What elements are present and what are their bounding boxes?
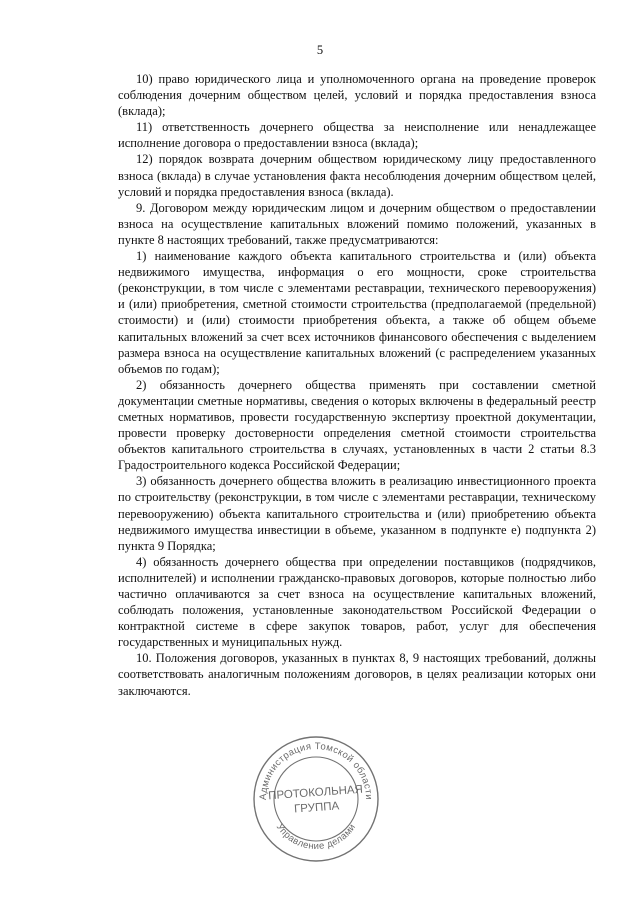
paragraph-sub-3: 3) обязанность дочернего общества вложить в реализацию инвестиционного проекта по строительству (реконструкции, в том числе с элементами реставрации, техническому перевооружению) объекта капитального строительства и (или) приобретению объекта недвижимого имущества инвестиции в объеме, указанном в подпункте е) подпункта 2) пункта 9 Порядка; xyxy=(118,474,596,553)
paragraph-clause-9: 9. Договором между юридическим лицом и дочерним обществом о предоставлении взноса на осуществление капитальных вложений помимо положений, указанных в пункте 8 настоящих требований, также предусматриваются: xyxy=(118,200,596,247)
stamp-center-line-2: ГРУППА xyxy=(293,800,340,816)
page-number: 5 xyxy=(316,43,324,57)
svg-text:Управление делами xyxy=(274,822,358,852)
stamp-center-line-1: ПРОТОКОЛЬНАЯ xyxy=(267,783,364,803)
paragraph-item-10: 10) право юридического лица и уполномоченного органа на проведение проверок соблюдения дочерним обществом целей, условий и порядка предоставления взноса (вклада); xyxy=(118,72,596,119)
paragraph-clause-10: 10. Положения договоров, указанных в пунктах 8, 9 настоящих требований, должны соответствовать аналогичным положениям договоров, в целях реализации которых они заключаются. xyxy=(118,651,596,698)
stamp-outer-text: Администрация Томской области xyxy=(257,740,375,801)
paragraph-item-12: 12) порядок возврата дочерним обществом юридическому лицу предоставленного взноса (вклада) в случае установления факта несоблюдения дочерним обществом целей, условий и порядка предоставления взноса (вклада). xyxy=(118,152,596,199)
paragraph-item-11: 11) ответственность дочернего общества за неисполнение или ненадлежащее исполнение договора о предоставлении взноса (вклада); xyxy=(118,120,596,151)
paragraph-sub-1: 1) наименование каждого объекта капитального строительства и (или) объекта недвижимого имущества, информация о его мощности, сроке строительства (реконструкции, в том числе с элементами реставрации, технического перевооружения) и (или) приобретения, сметной стоимости строительства (предполагаемой (предельной) стоимости) и (или) стоимости приобретения объекта, а также об общем объеме капитальных вложений за счет всех источников финансового обеспечения с выделением размера взноса на осуществление капитальных вложений (с распределением указанных объемов по годам); xyxy=(118,249,596,376)
stamp-bottom-text: Управление делами xyxy=(273,821,359,853)
paragraph-sub-4: 4) обязанность дочернего общества при определении поставщиков (подрядчиков, исполнителей) и исполнении гражданско-правовых договоров, которые полностью либо частично оплачиваются за счет взноса на осуществление капитальных вложений, соблюдать положения, установленные законодательством Российской Федерации о контрактной системе в сфере закупок товаров, работ, услуг для обеспечения государственных и муниципальных нужд. xyxy=(118,554,596,650)
document-body xyxy=(118,71,596,699)
paragraph-sub-2: 2) обязанность дочернего общества применять при составлении сметной документации сметные нормативы, сведения о которых включены в федеральный реестр сметных нормативов, провести государственную экспертизу проектной документации, провести проверку достоверности определения сметной стоимости строительства объектов капитального строительства в случаях, установленных в части 2 статьи 8.3 Градостроительного кодекса Российской Федерации; xyxy=(118,377,596,473)
official-stamp xyxy=(250,733,382,865)
